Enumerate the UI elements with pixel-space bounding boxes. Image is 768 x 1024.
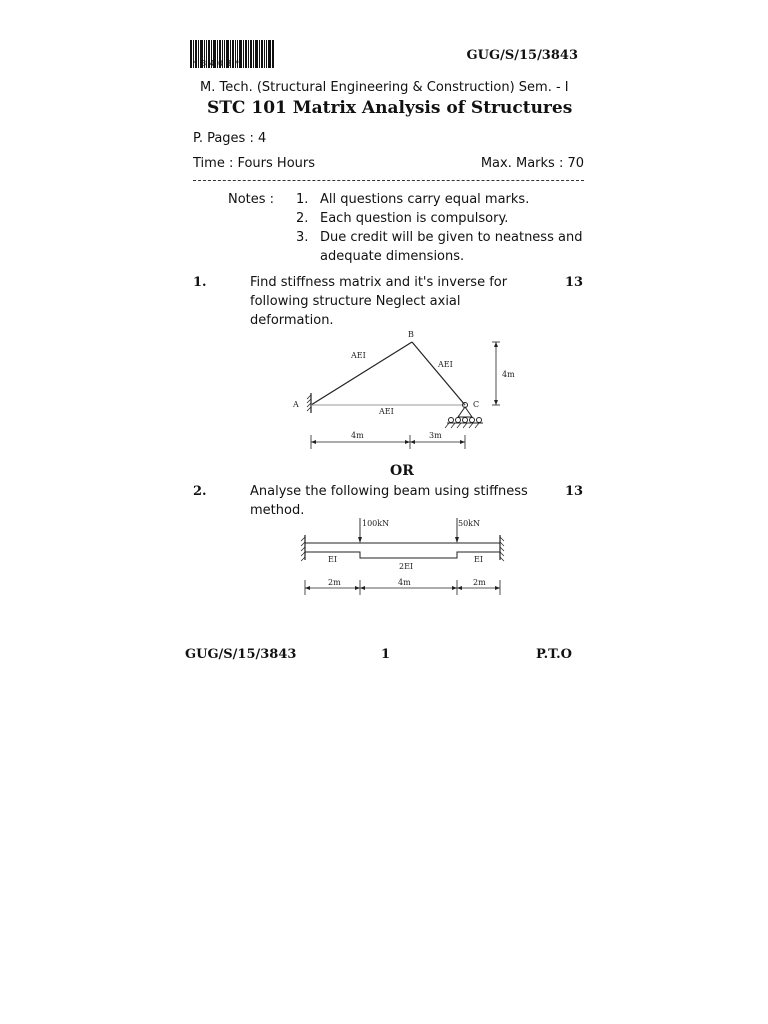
notes-label: Notes : bbox=[228, 192, 275, 207]
question-marks: 13 bbox=[565, 275, 584, 290]
beam-diagram bbox=[290, 515, 520, 605]
frame-diagram bbox=[285, 325, 515, 460]
or-separator: OR bbox=[390, 463, 414, 479]
paper-title: STC 101 Matrix Analysis of Structures bbox=[207, 98, 573, 118]
divider bbox=[193, 180, 584, 181]
load1-label: 100kN bbox=[362, 519, 390, 528]
ei-right-label: EI bbox=[474, 555, 483, 564]
member-ab-label: AEI bbox=[351, 351, 366, 360]
note-text: Due credit will be given to neatness and adequate dimensions. bbox=[320, 230, 583, 264]
note-item bbox=[296, 190, 588, 209]
note-item bbox=[296, 228, 588, 266]
span2-label: 3m bbox=[429, 431, 442, 440]
load2-label: 50kN bbox=[458, 519, 481, 528]
question-text: Find stiffness matrix and it's inverse for following structure Neglect axial deformation. bbox=[250, 275, 508, 328]
page-number: 1 bbox=[381, 647, 391, 662]
note-number: 3. bbox=[296, 230, 309, 245]
page-count: P. Pages : 4 bbox=[193, 131, 267, 146]
span3-label: 2m bbox=[473, 578, 486, 587]
span2-label: 4m bbox=[398, 578, 411, 587]
course-name: M. Tech. (Structural Engineering & Construction) Sem. - I bbox=[200, 80, 569, 95]
barcode-number: *3403* bbox=[193, 59, 243, 68]
ei-left-label: EI bbox=[328, 555, 337, 564]
note-number: 1. bbox=[296, 192, 309, 207]
note-text: Each question is compulsory. bbox=[320, 211, 509, 226]
max-marks: Max. Marks : 70 bbox=[480, 156, 584, 171]
height-label: 4m bbox=[502, 370, 515, 379]
question-text: Analyse the following beam using stiffness method. bbox=[250, 484, 528, 518]
member-bc-label: AEI bbox=[438, 360, 453, 369]
node-label-c: C bbox=[473, 400, 480, 409]
node-label-b: B bbox=[408, 330, 414, 339]
question-number: 1. bbox=[193, 275, 207, 290]
question-number: 2. bbox=[193, 484, 207, 499]
note-text: All questions carry equal marks. bbox=[320, 192, 530, 207]
member-ac-label: AEI bbox=[379, 407, 394, 416]
ei-mid-label: 2EI bbox=[399, 562, 414, 571]
question-marks: 13 bbox=[565, 484, 584, 499]
footer-paper-code: GUG/S/15/3843 bbox=[185, 647, 297, 662]
span1-label: 4m bbox=[351, 431, 364, 440]
node-label-a: A bbox=[293, 400, 299, 409]
span1-label: 2m bbox=[328, 578, 341, 587]
paper-code: GUG/S/15/3843 bbox=[466, 48, 578, 63]
time-allowed: Time : Fours Hours bbox=[193, 156, 316, 171]
please-turn-over: P.T.O bbox=[536, 647, 572, 662]
note-number: 2. bbox=[296, 211, 309, 226]
note-item bbox=[296, 209, 588, 228]
